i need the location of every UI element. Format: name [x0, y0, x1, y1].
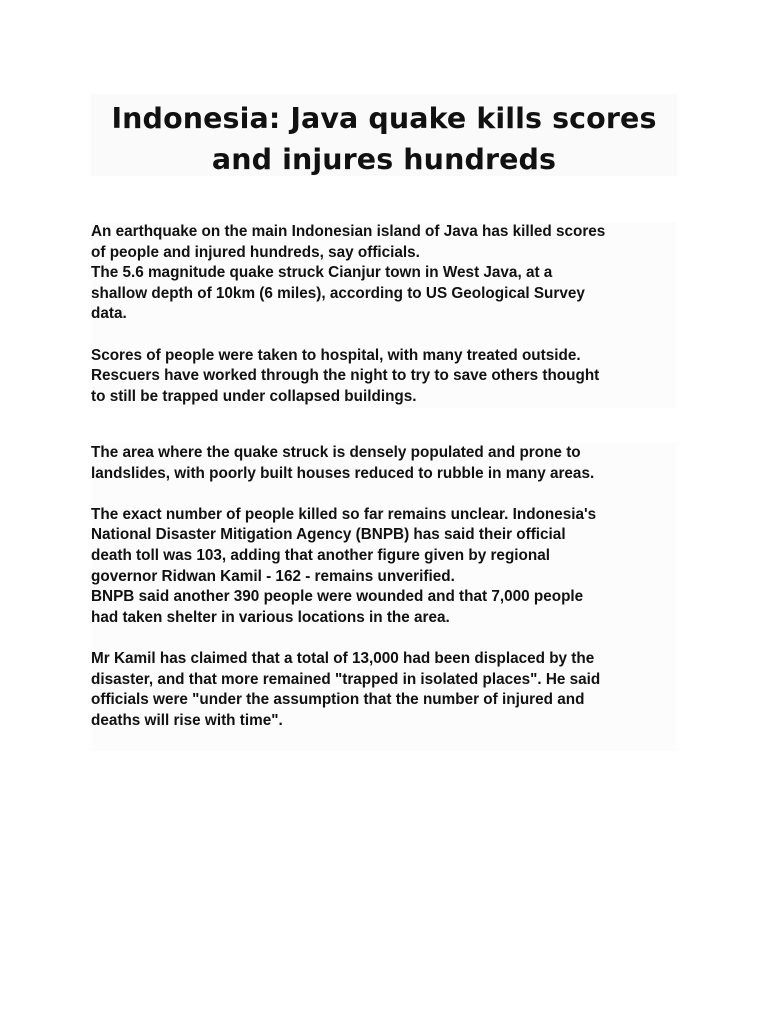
text-line: The 5.6 magnitude quake struck Cianjur town in West Java, at a — [91, 264, 553, 282]
paragraph-intro — [91, 222, 677, 325]
paragraph-death-toll — [91, 505, 677, 629]
text-line: Mr Kamil has claimed that a total of 13,000 had been displaced by the — [91, 649, 595, 667]
text-line: The area where the quake struck is densely populated and prone to — [91, 444, 581, 461]
text-line: of people and injured hundreds, say officials. — [91, 243, 420, 261]
article-text-block-2 — [91, 443, 677, 751]
text-line: had taken shelter in various locations in the area. — [91, 608, 450, 626]
title-box — [91, 94, 677, 176]
text-line: Scores of people were taken to hospital, with many treated outside. — [91, 346, 581, 364]
text-line: data. — [91, 305, 127, 323]
text-line: deaths will rise with time". — [91, 711, 283, 729]
text-line: disaster, and that more remained "trapped in isolated places". He said — [91, 670, 601, 688]
text-line: officials were "under the assumption that the number of injured and — [91, 691, 585, 709]
title-line: and injures hundreds — [211, 143, 557, 176]
text-line: shallow depth of 10km (6 miles), according to US Geological Survey — [91, 284, 585, 302]
text-line: National Disaster Mitigation Agency (BNPB) has said their official — [91, 526, 566, 544]
text-line: The exact number of people killed so far remains unclear. Indonesia's — [91, 505, 597, 523]
article-text-block-1 — [91, 222, 677, 408]
text-line: Rescuers have worked through the night to try to save others thought — [91, 367, 600, 385]
text-line: BNPB said another 390 people were wounded and that 7,000 people — [91, 588, 584, 606]
paragraph-displaced — [91, 649, 677, 731]
paragraph-gap — [91, 628, 677, 649]
text-line: to still be trapped under collapsed buildings. — [91, 387, 417, 405]
paragraph-rescue — [91, 346, 677, 408]
text-line: death toll was 103, adding that another figure given by regional — [91, 546, 550, 564]
text-line: governor Ridwan Kamil - 162 - remains unverified. — [91, 567, 455, 585]
paragraph-gap — [91, 484, 677, 505]
title-line: Indonesia: Java quake kills scores — [111, 102, 657, 135]
text-line: An earthquake on the main Indonesian island of Java has killed scores — [91, 223, 606, 240]
paragraph-gap — [91, 325, 677, 346]
article-title — [91, 94, 677, 180]
text-line: landslides, with poorly built houses reduced to rubble in many areas. — [91, 464, 595, 482]
paragraph-area — [91, 443, 677, 484]
